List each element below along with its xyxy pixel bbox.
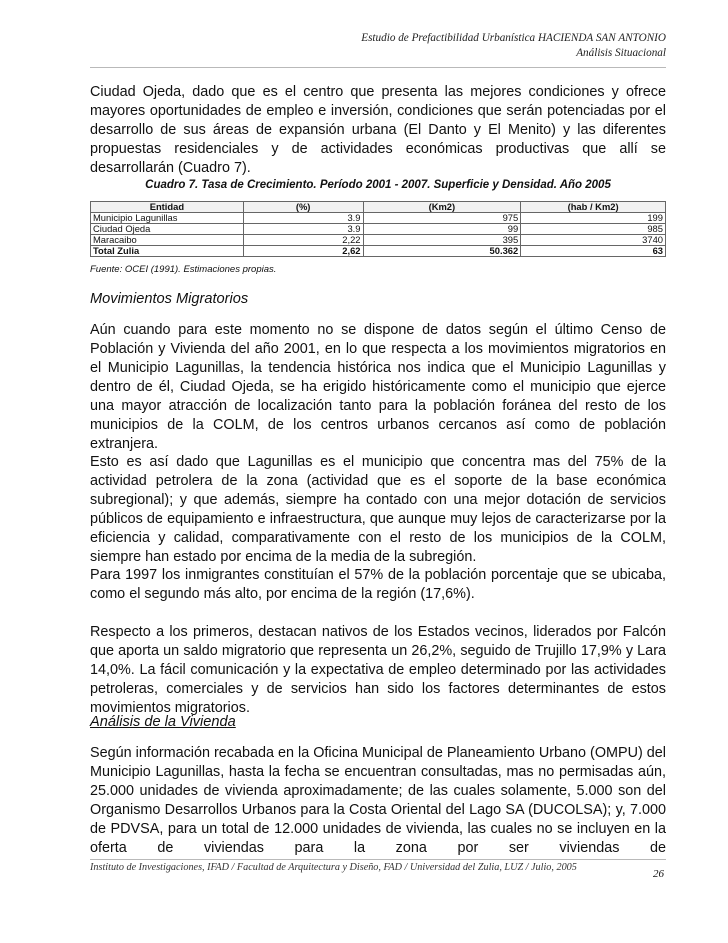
cell-density: 985 xyxy=(521,224,666,235)
header-subtitle: Análisis Situacional xyxy=(576,47,666,59)
vivienda-paragraph: Según información recabada en la Oficina Municipal de Planeamiento Urbano (OMPU) del Municipio Lagunillas, hasta la fecha se encuentran consultadas, mas no permisadas aún, 25.000 unidades de vivienda aproximadamente; de las cuales solamente, 5.000 son del Organismo Desarrollos Urbanos para la Costa Oriental del Lago SA (DUCOLSA); y, 7.000 de PDVSA, para un total de 12.000 unidades de vivienda, las cuales no se incluyen en la oferta de viviendas para la zona por ser viviendas de xyxy=(90,745,666,856)
cell-density: 63 xyxy=(521,246,666,257)
column-header-percent: (%) xyxy=(243,202,363,213)
table-total-row xyxy=(91,246,666,257)
column-header-entidad: Entidad xyxy=(91,202,244,213)
section-heading-migratorios: Movimientos Migratorios xyxy=(90,291,249,307)
column-header-km2: (Km2) xyxy=(363,202,521,213)
cell-area: 50.362 xyxy=(363,246,521,257)
growth-table xyxy=(90,201,666,257)
cell-entity: Municipio Lagunillas xyxy=(91,213,244,224)
header-title: Estudio de Prefactibilidad Urbanística HACIENDA SAN ANTONIO xyxy=(361,32,666,44)
cell-rate: 2,22 xyxy=(243,235,363,246)
migratorios-paragraph-3-block xyxy=(90,566,666,604)
footer-text: Instituto de Investigaciones, IFAD / Facultad de Arquitectura y Diseño, FAD / Universidad del Zulia, LUZ / Julio, 2005 xyxy=(90,862,577,873)
intro-paragraph: Ciudad Ojeda, dado que es el centro que presenta las mejores condiciones y ofrece mayores oportunidades de empleo e inversión, condiciones que serán potenciadas por el desarrollo de sus áreas de expansión urbana (El Danto y El Menito) y las diferentes propuestas residenciales y de actividades económicas productivas que allí se desarrollarán (Cuadro 7). xyxy=(90,84,666,176)
section-heading-vivienda: Análisis de la Vivienda xyxy=(90,714,236,730)
vivienda-paragraph-block xyxy=(90,744,666,858)
page-number: 26 xyxy=(653,868,664,880)
header-rule xyxy=(90,67,666,68)
cell-area: 975 xyxy=(363,213,521,224)
cell-density: 199 xyxy=(521,213,666,224)
cell-area: 99 xyxy=(363,224,521,235)
migratorios-paragraph-1: Aún cuando para este momento no se dispone de datos según el último Censo de Población y Vivienda del año 2001, en lo que respecta a los movimientos migratorios en el Municipio Lagunillas, la tendencia histórica nos indica que el Municipio Lagunillas y dentro de él, Ciudad Ojeda, se ha erigido históricamente como el municipio que ejerce una mayor atracción de localización tanto para la población foránea del resto de los municipios de la COLM, de los centros urbanos cercanos así como de población extranjera. xyxy=(90,322,666,452)
cell-density: 3740 xyxy=(521,235,666,246)
cell-entity: Ciudad Ojeda xyxy=(91,224,244,235)
cell-rate: 3.9 xyxy=(243,224,363,235)
migratorios-paragraph-1-block xyxy=(90,321,666,454)
cell-entity: Maracaibo xyxy=(91,235,244,246)
migratorios-paragraph-2: Esto es así dado que Lagunillas es el municipio que concentra mas del 75% de la actividad petrolera de la zona (actividad que es el soporte de la base económica subregional); y que además, siempre ha contado con una mejor dotación de servicios públicos de equipamiento e infraestructura, que aunque muy lejos de caracterizarse por la eficiencia y calidad, comparativamente con el resto de los municipios de la COLM, siempre han estado por encima de la media de la subregión. xyxy=(90,454,666,565)
column-header-density: (hab / Km2) xyxy=(521,202,666,213)
migratorios-paragraph-3: Para 1997 los inmigrantes constituían el 57% de la población porcentaje que se ubicaba, como el segundo más alto, por encima de la región (17,6%). xyxy=(90,567,666,602)
cell-entity: Total Zulia xyxy=(91,246,244,257)
table-row xyxy=(91,235,666,246)
footer-rule xyxy=(90,859,666,860)
migratorios-paragraph-2-block xyxy=(90,453,666,567)
cell-rate: 2,62 xyxy=(243,246,363,257)
migratorios-paragraph-4: Respecto a los primeros, destacan nativos de los Estados vecinos, liderados por Falcón que aporta un saldo migratorio que representa un 26,2%, seguido de Trujillo 17,9% y Lara 14,0%. La fácil comunicación y la expectativa de empleo determinado por las actividades petroleras, comerciales y de servicios han sido los factores determinantes de estos movimientos migratorios. xyxy=(90,624,666,716)
table-source-note: Fuente: OCEI (1991). Estimaciones propias. xyxy=(90,264,277,275)
cell-area: 395 xyxy=(363,235,521,246)
table-row xyxy=(91,213,666,224)
vivienda-section xyxy=(90,713,666,732)
table-row xyxy=(91,224,666,235)
cell-rate: 3.9 xyxy=(243,213,363,224)
table-caption: Cuadro 7. Tasa de Crecimiento. Período 2001 - 2007. Superficie y Densidad. Año 2005 xyxy=(145,179,611,191)
running-header xyxy=(361,31,666,61)
migratorios-section xyxy=(90,290,666,309)
migratorios-paragraph-4-block xyxy=(90,623,666,718)
table-header-row xyxy=(91,202,666,213)
intro-block xyxy=(90,83,666,178)
